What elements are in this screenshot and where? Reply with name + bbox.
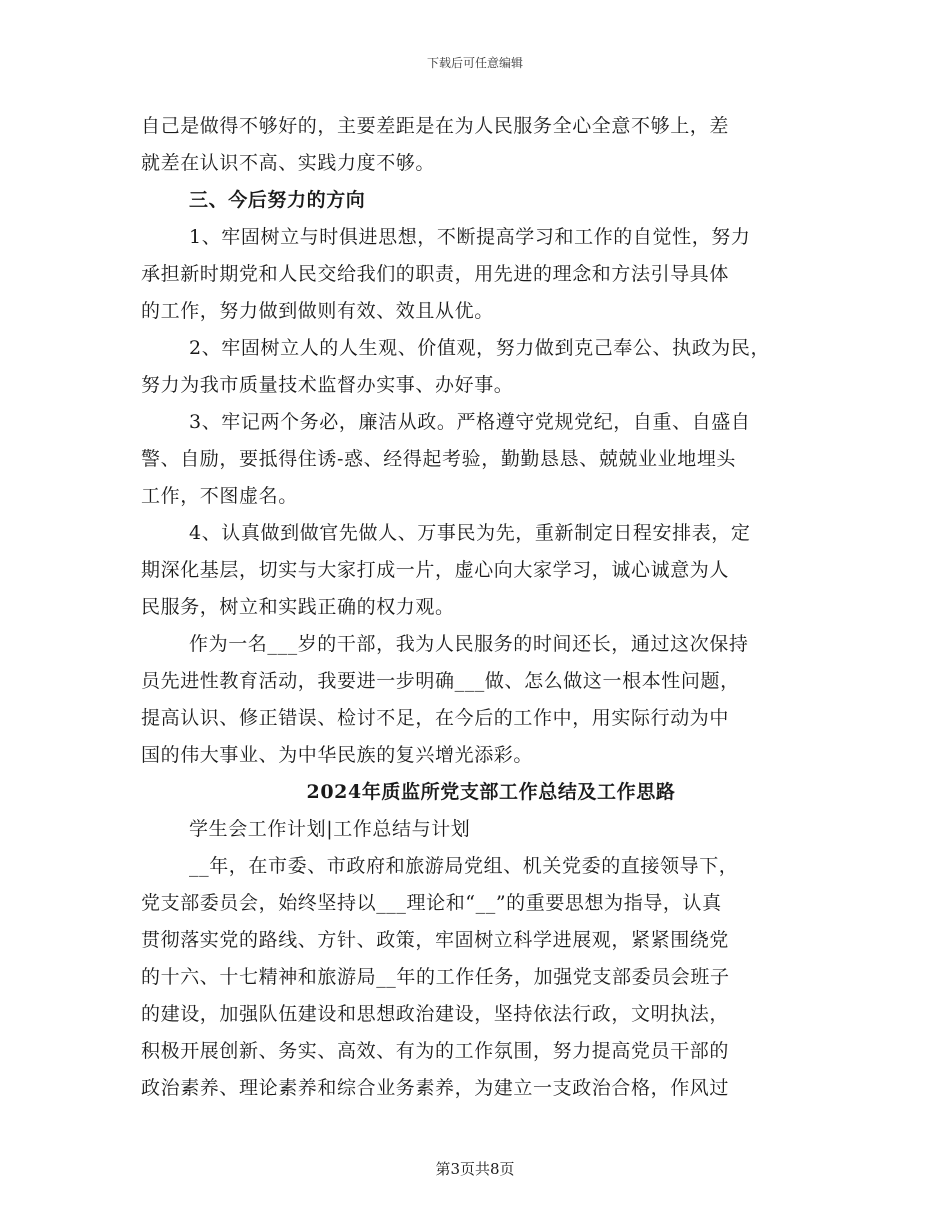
text-line: 2、牢固树立人的人生观、价值观，努力做到克己奉公、执政为民， xyxy=(189,337,771,359)
text-line: 自己是做得不够好的，主要差距是在为人民服务全心全意不够上，差 xyxy=(141,115,730,137)
header-note: 下载后可任意编辑 xyxy=(426,56,523,70)
text-line: 警、自励，要抵得住诱-惑、经得起考验，勤勤恳恳、兢兢业业地埋头 xyxy=(141,448,737,470)
text-line: 政治素养、理论素养和综合业务素养，为建立一支政治合格，作风过 xyxy=(141,1077,730,1099)
text-line: 承担新时期党和人民交给我们的职责，用先进的理念和方法引导具体 xyxy=(141,263,730,285)
text-line: 党支部委员会，始终坚持以___理论和“__”的重要思想为指导，认真 xyxy=(141,892,722,914)
subtitle-line: 学生会工作计划|工作总结与计划 xyxy=(189,818,471,840)
text-line: 的建设，加强队伍建设和思想政治建设，坚持依法行政，文明执法， xyxy=(141,1003,730,1025)
text-line: 努力为我市质量技术监督办实事、办好事。 xyxy=(141,374,514,396)
text-line: 员先进性教育活动，我要进一步明确___做、怎么做这一根本性问题， xyxy=(141,670,740,692)
text-line: 民服务，树立和实践正确的权力观。 xyxy=(141,596,455,618)
text-line: 1、牢固树立与时俱进思想，不断提高学习和工作的自觉性，努力 xyxy=(189,226,751,248)
text-line: 作为一名___岁的干部，我为人民服务的时间还长，通过这次保持 xyxy=(189,633,749,655)
section-heading: 三、今后努力的方向 xyxy=(189,189,366,211)
text-line: 3、牢记两个务必，廉洁从政。严格遵守党规党纪，自重、自盛自 xyxy=(189,411,751,433)
text-line: 国的伟大事业、为中华民族的复兴增光添彩。 xyxy=(141,744,534,766)
text-line: 贯彻落实党的路线、方针、政策，牢固树立科学进展观，紧紧围绕党 xyxy=(141,929,730,951)
text-line: 的十六、十七精神和旅游局__年的工作任务，加强党支部委员会班子 xyxy=(141,966,730,988)
page-number: 第3页共8页 xyxy=(435,1160,515,1178)
text-line: 期深化基层，切实与大家打成一片，虚心向大家学习，诚心诚意为人 xyxy=(141,559,730,581)
text-line: 工作，不图虚名。 xyxy=(141,485,298,507)
document-title: 2024年质监所党支部工作总结及工作思路 xyxy=(306,781,676,803)
text-line: 提高认识、修正错误、检讨不足，在今后的工作中，用实际行动为中 xyxy=(141,707,730,729)
text-line: 积极开展创新、务实、高效、有为的工作氛围，努力提高党员干部的 xyxy=(141,1040,730,1062)
text-line: 就差在认识不高、实践力度不够。 xyxy=(141,152,436,174)
text-line: 4、认真做到做官先做人、万事民为先，重新制定日程安排表，定 xyxy=(189,522,751,544)
text-line: 的工作，努力做到做则有效、效且从优。 xyxy=(141,300,494,322)
text-line: __年，在市委、市政府和旅游局党组、机关党委的直接领导下， xyxy=(189,855,739,877)
document-body xyxy=(141,108,821,1107)
